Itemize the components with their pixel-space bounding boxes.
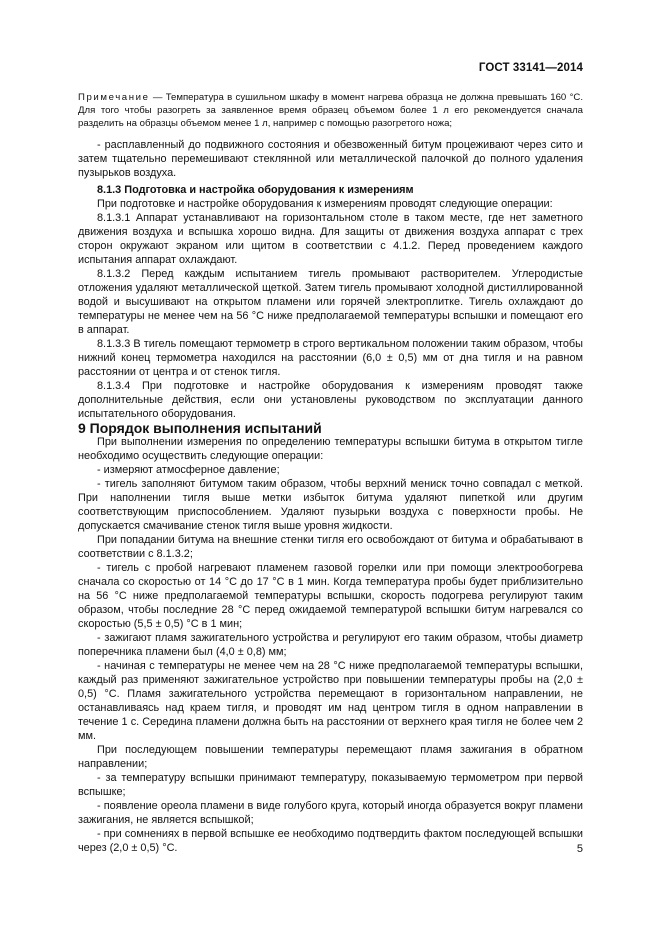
paragraph: - тигель с пробой нагревают пламенем газовой горелки или при помощи электрообогрева сначала со скоростью от 14 °С до 17 °С в 1 мин. Когда температура пробы будет приблизительно на 56 °С ниже предполагаемой температуры вспышки, скорость подогрева регулируют таким образом, чтобы последние 28 °С перед ожидаемой температурой вспышки битум нагревался со скоростью (5,5 ± 0,5) °С в 1 мин;: [78, 562, 583, 630]
document-body: [78, 91, 583, 855]
paragraph: 8.1.3.3 В тигель помещают термометр в строго вертикальном положении таким образом, чтобы нижний конец термометра находился на расстоянии (6,0 ± 0,5) мм от дна тигля и на равном расстоянии от центра и от стенок тигля.: [78, 338, 583, 378]
paragraph: При выполнении измерения по определению температуры вспышки битума в открытом тигле необходимо осуществить следующие операции:: [78, 436, 583, 462]
paragraph: 8.1.3.4 При подготовке и настройке оборудования к измерениям проводят также дополнительные действия, если они установлены руководством по эксплуатации данного испытательного оборудования.: [78, 380, 583, 420]
paragraph: - тигель заполняют битумом таким образом, чтобы верхний мениск точно совпадал с меткой. При наполнении тигля выше метки избыток битума удаляют пипеткой или другим соответствующим приспособлением. Удаляют пузырьки воздуха с поверхности пробы. Не допускается смачивание стенок тигля выше уровня жидкости.: [78, 478, 583, 532]
paragraph: При подготовке и настройке оборудования к измерениям проводят следующие операции:: [97, 198, 553, 210]
note-paragraph: [78, 91, 583, 130]
paragraph: - появление ореола пламени в виде голубого круга, который иногда образуется вокруг пламени зажигания, не является вспышкой;: [78, 800, 583, 826]
section-heading: 9 Порядок выполнения испытаний: [78, 420, 322, 436]
paragraph: При последующем повышении температуры перемещают пламя зажигания в обратном направлении;: [78, 744, 583, 770]
paragraph: 8.1.3.1 Аппарат устанавливают на горизонтальном столе в таком месте, где нет заметного движения воздуха и вспышка хорошо видна. Для защиты от движения воздуха аппарат с трех сторон окружают экраном или щитом в соответствии с 4.1.2. Перед проведением каждого испытания аппарат охлаждают.: [78, 212, 583, 266]
note-block: [78, 91, 583, 130]
paragraph: - измеряют атмосферное давление;: [97, 464, 280, 476]
page-number: 5: [576, 843, 583, 855]
note-label: Примечание: [78, 92, 150, 103]
paragraph: - за температуру вспышки принимают температуру, показываемую термометром при первой вспышке;: [78, 772, 583, 798]
paragraph: - расплавленный до подвижного состояния и обезвоженный битум процеживают через сито и затем тщательно перемешивают стеклянной или металлической палочкой до полного удаления пузырьков воздуха.: [78, 139, 583, 179]
paragraph: - зажигают пламя зажигательного устройства и регулируют его таким образом, чтобы диаметр поперечника пламени был (4,0 ± 0,8) мм;: [78, 632, 583, 658]
note-text: — Температура в сушильном шкафу в момент нагрева образца не должна превышать 160 °С. Для того чтобы разогреть за заявленное время образец объемом более 1 л его рекомендуется сначала разделить на образцы объемом менее 1 л, например с помощью разогретого ножа;: [78, 92, 583, 129]
paragraph: При попадании битума на внешние стенки тигля его освобождают от битума и обрабатывают в соответствии с 8.1.3.2;: [78, 534, 583, 560]
document-header: ГОСТ 33141—2014: [478, 62, 583, 74]
paragraph: - начиная с температуры не менее чем на 28 °С ниже предполагаемой температуры вспышки, каждый раз применяют зажигательное устройство при повышении температуры пробы на (2,0 ± 0,5) °С. Пламя зажигательного устройства перемещают в горизонтальном направлении, не останавливаясь над краем тигля, и проводят им над центром тигля в одном направлении в течение 1 с. Середина пламени должна быть на расстоянии от верхнего края тигля не более чем 2 мм.: [78, 660, 583, 742]
paragraph: - при сомнениях в первой вспышке ее необходимо подтвердить фактом последующей вспышки через (2,0 ± 0,5) °С.: [78, 828, 583, 854]
subsection-heading: 8.1.3 Подготовка и настройка оборудования к измерениям: [97, 184, 414, 196]
paragraph: 8.1.3.2 Перед каждым испытанием тигель промывают растворителем. Углеродистые отложения удаляют металлической щеткой. Затем тигель промывают холодной дистиллированной водой и высушивают на открытом пламени или горячей электроплитке. Тигель охлаждают до температуры не менее чем на 56 °С ниже предполагаемой температуры вспышки и помещают его в аппарат.: [78, 268, 583, 336]
